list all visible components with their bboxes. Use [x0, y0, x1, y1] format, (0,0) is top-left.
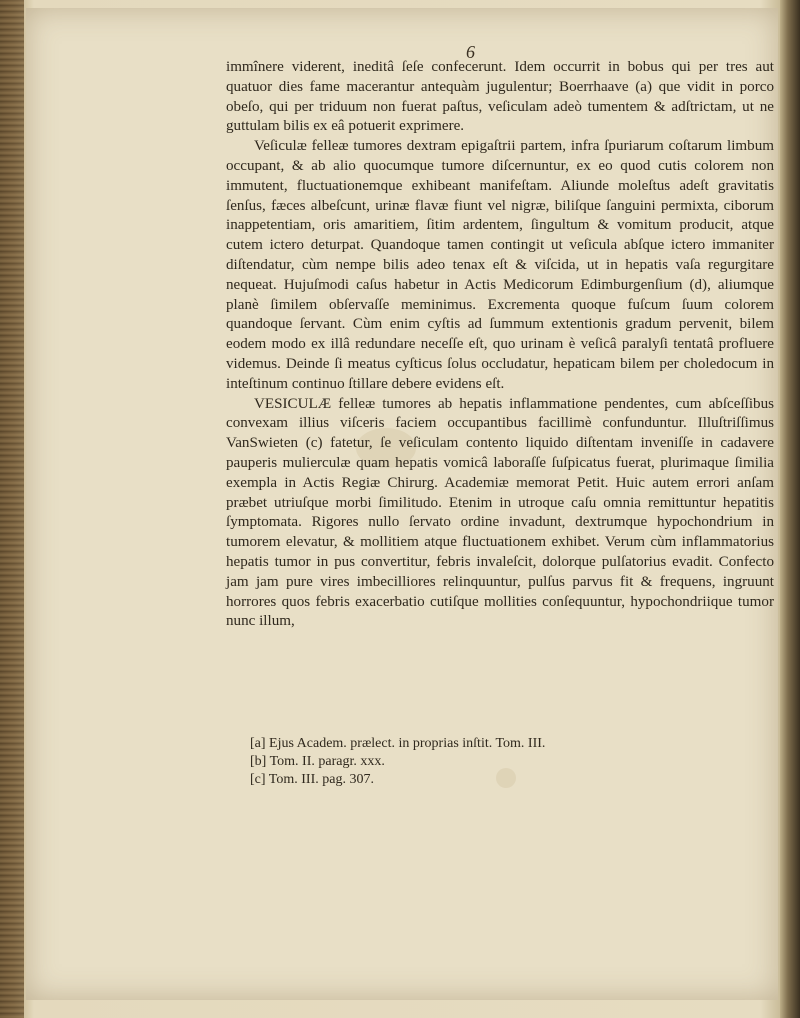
paragraph-3: VESICULÆ felleæ tumores ab hepatis inflammatione pendentes, cum abſceſſibus convexam illius viſceris faciem occupantibus facillimè confunduntur. Illuſtriſſimus VanSwieten (c) fatetur, ſe veſiculam contento liquido diſtentam inveniſſe in cadavere pauperis mulierculæ quam hepatis vomicâ laboraſſe ſuſpicatus fuerat, plurimaque ſimilia exempla in Actis Regiæ Chirurg. Academiæ memorat Petit. Huic autem errori anſam præbet utriuſque morbi ſimilitudo. Etenim in utroque caſu omnia remittuntur hepatitis ſymptomata. Rigores nullo ſervato ordine invadunt, dextrumque hypochondrium in tumorem elevatur, & mollitiem atque fluctuationem exhibet. Verum cùm inflammatorius hepatis tumor in pus convertitur, febris invaleſcit, dolorque pulſatorius evadit. Confecto jam jam pure vires imbecilliores relinquuntur, pulſus parvus fit & frequens, ingruunt horrores quos febris exacerbatio cutiſque mollities conſequuntur, hypochondriique tumor nunc illum,: [226, 395, 774, 630]
footnote-b: [b] Tom. II. paragr. xxx.: [250, 754, 385, 769]
body-text: [226, 58, 774, 632]
footnote-c: [c] Tom. III. pag. 307.: [250, 772, 374, 787]
page-number: 6: [466, 42, 475, 62]
footnotes: [250, 735, 730, 789]
book-binding-edge: [0, 0, 24, 1018]
paragraph-1: immînere viderent, ineditâ ſeſe confecerunt. Idem occurrit in bobus qui per tres aut quatuor dies fame macerantur antequàm jugulentur; Boerrhaave (a) que vidit in porco obeſo, qui per triduum non fuerat paſtus, veſiculam adeò tumentem & adſtrictam, ut ne guttulam bilis ex eâ potuerit exprimere.: [226, 59, 774, 135]
page-right-edge: [780, 0, 800, 1018]
paragraph-2: Veſiculæ felleæ tumores dextram epigaſtrii partem, infra ſpuriarum coſtarum limbum occupant, & ab alio quocumque tumore diſcernuntur, ex eo quod cutis colorem non immutent, fluctuationemque exhibeant manifeſtam. Aliunde moleſtus adeſt gravitatis ſenſus, fæces albeſcunt, urinæ flavæ fiunt vel nigræ, biliſque ſanguini permixta, ciborum inappetentiam, oris amaritiem, ſitim ardentem, ſingultum & vomitum producit, atque cutem ictero deturpat. Quandoque tamen contingit ut veſicula abſque ictero immaniter diſtendatur, cùm nempe bilis adeo tenax eſt & viſcida, ut in hepatis vaſa regurgitare nequeat. Hujuſmodi caſus habetur in Actis Medicorum Edimburgenſium (d), aliumque planè ſimilem obſervaſſe meminimus. Excrementa quoque fuſcum ſuum colorem quandoque ſervant. Cùm enim cyſtis ad ſummum extentionis gradum pervenit, bilem eodem modo ex illâ redundare neceſſe eſt, quo urinam è veſicâ paralyſi tentatâ profluere videmus. Deinde ſi meatus cyſticus ſolus occludatur, hepaticam bilem per choledocum in inteſtinum continuo ſtillare debere evidens eſt.: [226, 138, 774, 392]
footnote-a: [a] Ejus Academ. prælect. in proprias inſtit. Tom. III.: [250, 736, 546, 751]
